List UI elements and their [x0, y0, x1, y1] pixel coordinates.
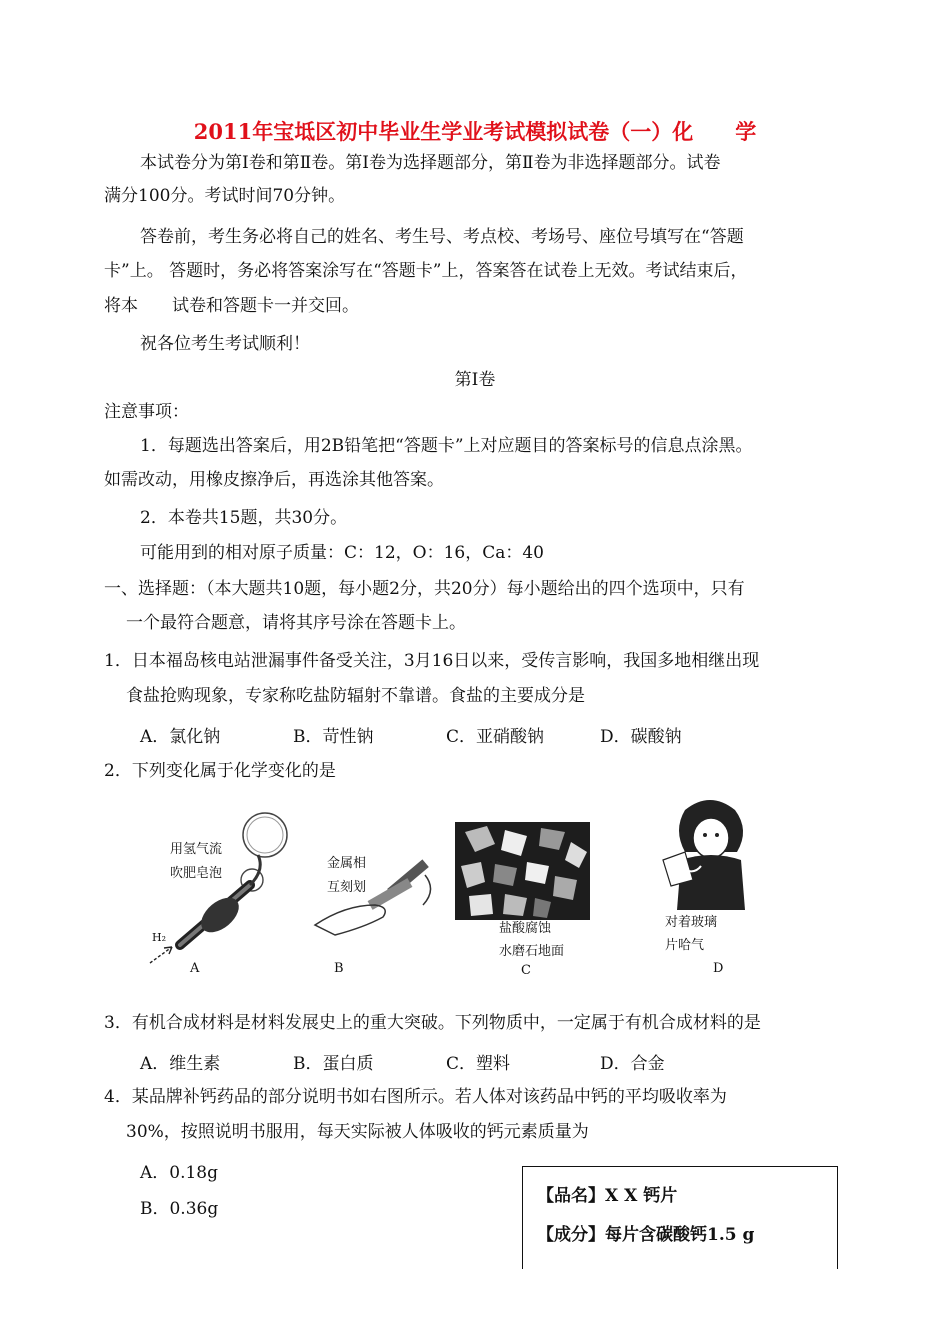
note-line: 如需改动，用橡皮擦净后，再选涂其他答案。 [104, 470, 444, 490]
q1-option-a: A．氯化钠 [140, 727, 221, 747]
terrazzo-floor-illustration [455, 822, 590, 920]
notes-heading: 注意事项： [104, 402, 189, 422]
figure-a-letter: A [190, 961, 200, 976]
figure-b-letter: B [334, 961, 344, 976]
part-instructions: 一个最符合题意，请将其序号涂在答题卡上。 [126, 613, 466, 633]
figure-a-label: 吹肥皂泡 [170, 866, 223, 881]
medicine-label-box [522, 1166, 838, 1269]
q3-option-c: C．塑料 [446, 1054, 511, 1074]
figure-c [455, 822, 595, 985]
intro-line: 满分100分。考试时间70分钟。 [104, 186, 346, 206]
metal-scratch-illustration [305, 835, 445, 945]
page-title: 2011年宝坻区初中毕业生学业考试模拟试卷（一）化 学 [193, 119, 757, 144]
medicine-ingredient: 【成分】每片含碳酸钙1.5 g [537, 1225, 755, 1245]
figure-d [655, 790, 765, 985]
atomic-masses: 可能用到的相对原子质量：C：12，O：16，Ca：40 [140, 543, 544, 563]
intro-line: 将本 试卷和答题卡一并交回。 [104, 296, 359, 316]
figure-a-label: 用氢气流 [170, 842, 223, 857]
question-4-stem: 30%，按照说明书服用，每天实际被人体吸收的钙元素质量为 [126, 1122, 589, 1142]
figure-d-label: 对着玻璃 [665, 915, 718, 930]
intro-line: 卡”上。 答题时，务必将答案涂写在“答题卡”上，答案答在试卷上无效。考试结束后， [104, 261, 748, 281]
medicine-name: 【品名】X X 钙片 [537, 1186, 678, 1206]
q3-option-a: A．维生素 [140, 1054, 221, 1074]
q1-option-c: C．亚硝酸钠 [446, 727, 545, 747]
intro-line: 祝各位考生考试顺利！ [140, 334, 310, 354]
figure-d-label: 片哈气 [665, 938, 705, 953]
intro-line: 答卷前，考生务必将自己的姓名、考生号、考点校、考场号、座位号填写在“答题 [140, 227, 744, 247]
note-line: 2．本卷共15题，共30分。 [140, 508, 348, 528]
question-1-stem: 1．日本福岛核电站泄漏事件备受关注，3月16日以来，受传言影响，我国多地相继出现 [104, 651, 760, 671]
figure-a [140, 795, 320, 985]
question-1-stem: 食盐抢购现象，专家称吃盐防辐射不靠谱。食盐的主要成分是 [126, 686, 585, 706]
soap-bubble-illustration [140, 795, 320, 985]
girl-breathing-on-glass-illustration [655, 790, 765, 915]
figure-b-label: 金属相 [327, 856, 367, 871]
figure-c-label: 水磨石地面 [499, 944, 565, 959]
question-2-stem: 2．下列变化属于化学变化的是 [104, 761, 336, 781]
question-4-stem: 4．某品牌补钙药品的部分说明书如右图所示。若人体对该药品中钙的平均吸收率为 [104, 1087, 727, 1107]
q3-option-d: D．合金 [600, 1054, 665, 1074]
section-heading: 第Ⅰ卷 [454, 370, 496, 390]
question-3-stem: 3．有机合成材料是材料发展史上的重大突破。下列物质中，一定属于有机合成材料的是 [104, 1013, 761, 1033]
q4-option-b: B．0.36g [140, 1199, 219, 1219]
figure-b [305, 835, 445, 985]
figure-b-label: 互刻划 [327, 880, 367, 895]
note-line: 1．每题选出答案后，用2B铅笔把“答题卡”上对应题目的答案标号的信息点涂黑。 [140, 436, 753, 456]
part-instructions: 一、选择题：（本大题共10题，每小题2分，共20分）每小题给出的四个选项中，只有 [104, 579, 745, 599]
q4-option-a: A．0.18g [140, 1163, 219, 1183]
figure-c-letter: C [521, 963, 531, 978]
figure-a-gas: H₂ [152, 931, 167, 944]
q1-option-d: D．碳酸钠 [600, 727, 682, 747]
intro-line: 本试卷分为第Ⅰ卷和第Ⅱ卷。第Ⅰ卷为选择题部分，第Ⅱ卷为非选择题部分。试卷 [140, 153, 721, 173]
q1-option-b: B．苛性钠 [293, 727, 374, 747]
figure-d-letter: D [713, 961, 724, 976]
figure-c-label: 盐酸腐蚀 [499, 921, 552, 936]
q3-option-b: B．蛋白质 [293, 1054, 374, 1074]
